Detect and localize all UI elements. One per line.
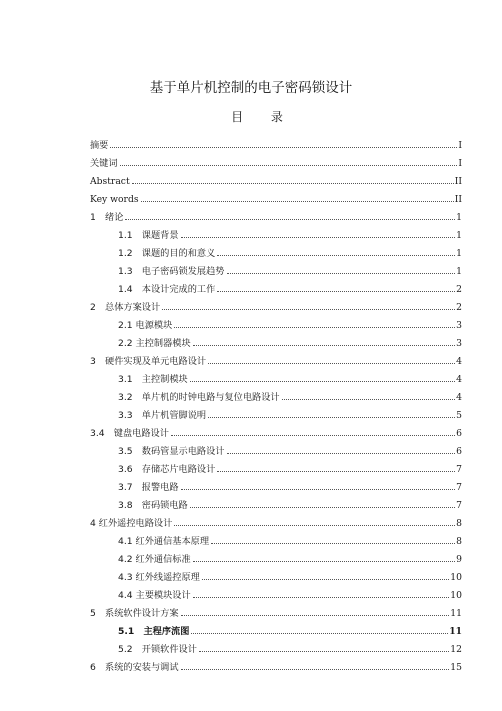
toc-entry-section-4-1[interactable] (118, 533, 462, 547)
toc-entry-section-3-1[interactable] (118, 371, 462, 385)
dot-leader (208, 362, 455, 364)
toc-entry-page: 6 (456, 446, 462, 457)
toc-entry-label: 1 绪论 (90, 212, 124, 223)
toc-entry-label: 4.3 红外线遥控原理 (118, 572, 200, 583)
toc-entry-page: 1 (456, 266, 462, 277)
dot-leader (132, 182, 454, 184)
toc-entry-page: 10 (450, 572, 462, 583)
dot-leader (217, 470, 455, 472)
toc-entry-page: 6 (456, 428, 462, 439)
toc-entry-label: 2.2 主控制器模块 (118, 338, 191, 349)
dot-leader (282, 398, 456, 400)
toc-entry-label: 关键词 (90, 158, 118, 169)
dot-leader (174, 524, 455, 526)
toc-entry-label: 1.3 电子密码锁发展趋势 (118, 266, 225, 277)
dot-leader (227, 452, 456, 454)
toc-entry-label: 4.1 红外通信基本原理 (118, 536, 210, 547)
toc-entry-label: 3.1 主控制模块 (118, 374, 188, 385)
toc-entry-page: 7 (456, 482, 462, 493)
toc-entry-label: 摘要 (90, 140, 109, 151)
toc-entry-chapter-5[interactable] (90, 605, 462, 619)
toc-heading: 目 录 (231, 110, 295, 124)
toc-entry-section-3-8[interactable] (118, 497, 462, 511)
toc-entry-chapter-1[interactable] (90, 209, 462, 223)
dot-leader (208, 416, 455, 418)
toc-entry-label: 4 红外遥控电路设计 (90, 518, 173, 529)
dot-leader (190, 506, 455, 508)
dot-leader (190, 380, 455, 382)
dot-leader (193, 344, 455, 346)
toc-entry-label: 2.1 电源模块 (118, 320, 173, 331)
toc-entry-label: 3.5 数码管显示电路设计 (118, 446, 225, 457)
toc-entry-label: Abstract (90, 176, 130, 187)
toc-entry-page: 8 (456, 536, 462, 547)
toc-entry-label: Key words (90, 194, 139, 205)
toc-entry-section-1-1[interactable] (118, 227, 462, 241)
dot-leader (110, 146, 457, 148)
dot-leader (227, 272, 456, 274)
toc-entry-label: 3.4 键盘电路设计 (90, 428, 169, 439)
toc-entry-section-3-3[interactable] (118, 407, 462, 421)
toc-entry-page: 11 (450, 608, 462, 619)
dot-leader (211, 542, 455, 544)
toc-entry-label: 5.2 开锁软件设计 (118, 644, 197, 655)
toc-entry-section-5-1[interactable] (118, 623, 462, 637)
toc-entry-abstract-en[interactable] (90, 173, 462, 187)
toc-entry-page: 15 (450, 662, 462, 673)
toc-entry-label: 3.8 密码锁电路 (118, 500, 188, 511)
toc-entry-label: 5.1 主程序流图 (118, 626, 190, 637)
toc-entry-label: 6 系统的安装与调试 (90, 662, 179, 673)
dot-leader (193, 596, 450, 598)
toc-entry-label: 3.2 单片机的时钟电路与复位电路设计 (118, 392, 280, 403)
toc-entry-page: 8 (456, 518, 462, 529)
toc-entry-page: 4 (456, 356, 462, 367)
dot-leader (191, 632, 448, 634)
toc-entry-page: I (458, 158, 462, 169)
toc-entry-label: 5 系统软件设计方案 (90, 608, 179, 619)
toc-entry-page: 4 (456, 374, 462, 385)
toc-entry-abstract-cn[interactable] (90, 137, 462, 151)
toc-entry-section-1-4[interactable] (118, 281, 462, 295)
dot-leader (171, 434, 455, 436)
toc-entry-page: I (458, 140, 462, 151)
toc-entry-label: 1.1 课题背景 (118, 230, 179, 241)
toc-entry-section-1-3[interactable] (118, 263, 462, 277)
toc-entry-chapter-3[interactable] (90, 353, 462, 367)
toc-entry-chapter-2[interactable] (90, 299, 462, 313)
dot-leader (162, 308, 455, 310)
toc-entry-section-2-1[interactable] (118, 317, 462, 331)
toc-entry-label: 1.2 课题的目的和意义 (118, 248, 216, 259)
toc-entry-section-3-6[interactable] (118, 461, 462, 475)
toc-entry-section-3-2[interactable] (118, 389, 462, 403)
toc-entry-chapter-6[interactable] (90, 659, 462, 673)
toc-entry-page: 4 (456, 392, 462, 403)
toc-entry-page: 2 (456, 284, 462, 295)
toc-entry-page: 7 (456, 464, 462, 475)
toc-entry-section-4-4[interactable] (118, 587, 462, 601)
toc-entry-chapter-4[interactable] (90, 515, 462, 529)
toc-entry-keywords-en[interactable] (90, 191, 462, 205)
toc-entry-section-3-7[interactable] (118, 479, 462, 493)
dot-leader (141, 200, 454, 202)
toc-entry-page: 1 (456, 230, 462, 241)
dot-leader (217, 290, 455, 292)
dot-leader (193, 560, 455, 562)
toc-entry-label: 3 硬件实现及单元电路设计 (90, 356, 207, 367)
toc-entry-label: 3.3 单片机管脚说明 (118, 410, 207, 421)
toc-entry-page: 2 (456, 302, 462, 313)
dot-leader (181, 236, 456, 238)
dot-leader (217, 254, 455, 256)
toc-entry-page: II (454, 194, 462, 205)
toc-entry-page: 7 (456, 500, 462, 511)
toc-entry-section-3-5[interactable] (118, 443, 462, 457)
toc-entry-label: 4.4 主要模块设计 (118, 590, 191, 601)
document-title: 基于单片机控制的电子密码锁设计 (149, 80, 353, 96)
toc-entry-page: 1 (456, 248, 462, 259)
toc-entry-page: 11 (449, 626, 462, 637)
toc-entry-label: 3.7 报警电路 (118, 482, 179, 493)
dot-leader (174, 326, 455, 328)
dot-leader (181, 614, 450, 616)
toc-entry-keywords-cn[interactable] (90, 155, 462, 169)
toc-entry-section-1-2[interactable] (118, 245, 462, 259)
toc-entry-section-3-4[interactable] (90, 425, 462, 439)
toc-entry-page: 5 (456, 410, 462, 421)
toc-entry-page: 3 (456, 338, 462, 349)
dot-leader (120, 164, 458, 166)
dot-leader (181, 488, 456, 490)
toc-entry-label: 1.4 本设计完成的工作 (118, 284, 216, 295)
toc-entry-page: 9 (456, 554, 462, 565)
toc-entry-section-5-2[interactable] (118, 641, 462, 655)
dot-leader (202, 578, 449, 580)
dot-leader (199, 650, 449, 652)
toc-entry-page: II (454, 176, 462, 187)
toc-entry-section-2-2[interactable] (118, 335, 462, 349)
toc-entry-page: 10 (450, 590, 462, 601)
toc-entry-label: 3.6 存储芯片电路设计 (118, 464, 216, 475)
toc-entry-label: 4.2 红外通信标准 (118, 554, 191, 565)
toc-entry-page: 3 (456, 320, 462, 331)
dot-leader (181, 668, 450, 670)
toc-entry-page: 12 (450, 644, 462, 655)
toc-entry-section-4-2[interactable] (118, 551, 462, 565)
toc-entry-page: 1 (456, 212, 462, 223)
toc-entry-label: 2 总体方案设计 (90, 302, 161, 313)
toc-entry-section-4-3[interactable] (118, 569, 462, 583)
dot-leader (125, 218, 455, 220)
